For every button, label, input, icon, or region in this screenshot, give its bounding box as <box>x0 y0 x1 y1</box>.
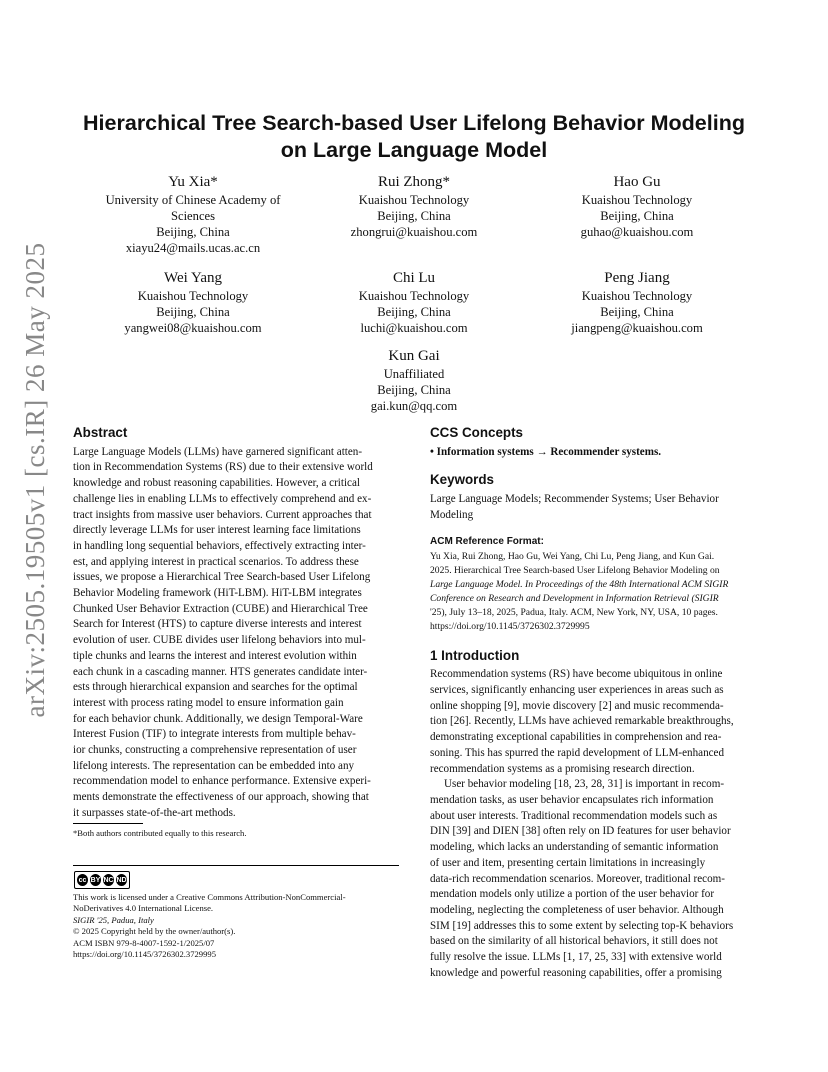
introduction-body <box>430 667 756 981</box>
footnote-rule <box>73 823 143 824</box>
text-line: Recommendation systems (RS) have become ubiquitous in online <box>430 668 723 681</box>
arxiv-identifier: arXiv:2505.19505v1 [cs.IR] 26 May 2025 <box>20 242 50 718</box>
text-line: of user and item, presenting certain limitations in increasingly <box>430 856 706 869</box>
keywords-line: Large Language Models; Recommender Systems; User Behavior <box>430 493 719 506</box>
keywords-heading: Keywords <box>430 472 494 488</box>
author-name: Hao Gu <box>613 174 661 190</box>
author-email[interactable]: yangwei08@kuaishou.com <box>124 321 262 335</box>
author-affiliation: Kuaishou Technology <box>358 193 470 207</box>
creative-commons-badge[interactable] <box>74 871 130 889</box>
copyright-line: © 2025 Copyright held by the owner/author(s). <box>73 926 236 937</box>
acm-reference-line: Yu Xia, Rui Zhong, Hao Gu, Wei Yang, Chi Lu, Peng Jiang, and Kun Gai. <box>430 551 715 563</box>
author-name: Chi Lu <box>392 270 436 286</box>
text-line: Interest Fusion (TIF) to integrate interests from multiple behav- <box>73 728 356 741</box>
license-text <box>73 892 399 960</box>
text-line: each chunk in a cascading manner. HTS generates candidate inter- <box>73 665 368 678</box>
author-affiliation: Kuaishou Technology <box>137 289 249 303</box>
author-block <box>78 268 308 336</box>
author-location: Beijing, China <box>156 305 230 319</box>
text-line: issues, we propose a Hierarchical Tree Search-based User Lifelong <box>73 571 371 584</box>
title-line-1: Hierarchical Tree Search-based User Lifelong Behavior Modeling <box>83 111 745 135</box>
paper-title <box>60 110 768 164</box>
abstract-heading: Abstract <box>73 425 128 440</box>
author-email[interactable]: gai.kun@qq.com <box>370 399 458 413</box>
author-name: Kun Gai <box>388 348 440 364</box>
author-name: Wei Yang <box>164 270 222 286</box>
text-line: directly leverage LLMs for user interest learning face limitations <box>73 524 361 537</box>
author-email[interactable]: xiayu24@mails.ucas.ac.cn <box>125 241 261 255</box>
nd-icon: ND <box>116 874 127 886</box>
text-line: recommendation systems as a promising research direction. <box>430 762 695 775</box>
acm-reference-line: 2025. Hierarchical Tree Search-based User Lifelong Behavior Modeling on <box>430 565 720 577</box>
text-line: ests through hierarchical expansion and searches for the optimal <box>73 681 358 694</box>
nc-icon: NC <box>103 874 114 886</box>
author-block <box>522 172 752 240</box>
text-line: SIM [19] addresses this to some extent by selecting top-K behaviors <box>430 919 734 932</box>
text-line: data-rich recommendation scenarios. Moreover, traditional recom- <box>430 872 725 885</box>
venue-line: SIGIR '25, Padua, Italy <box>73 914 154 925</box>
text-line: modeling, neglecting the completeness of user behavior. Although <box>430 903 724 916</box>
author-email[interactable]: jiangpeng@kuaishou.com <box>571 321 703 335</box>
author-location: Beijing, China <box>377 209 451 223</box>
right-column <box>430 425 756 981</box>
text-line: it surpasses state-of-the-art methods. <box>73 806 236 819</box>
author-name: Peng Jiang <box>604 270 670 286</box>
text-line: tion in Recommendation Systems (RS) due to their extensive world <box>73 461 373 474</box>
author-location: Beijing, China <box>377 383 451 397</box>
text-line: challenge lies in enabling LLMs to effectively comprehend and ex- <box>73 492 372 505</box>
footnote: *Both authors contributed equally to this research. <box>73 828 247 838</box>
author-affiliation: Kuaishou Technology <box>581 193 693 207</box>
cc-icon: cc <box>77 874 88 886</box>
by-icon: BY <box>90 874 101 886</box>
text-line: about user interests. Traditional recommendation models such as <box>430 809 718 822</box>
text-line: lifelong interests. The representation can be embedded into any <box>73 759 355 772</box>
text-line: Chunked User Behavior Extraction (CUBE) and Hierarchical Tree <box>73 602 368 615</box>
doi-link[interactable]: https://doi.org/10.1145/3726302.3729995 <box>73 949 216 960</box>
acm-reference-line: '25), July 13–18, 2025, Padua, Italy. ACM, New York, NY, USA, 10 pages. <box>430 606 718 618</box>
license-line: NoDerivatives 4.0 International License. <box>73 903 214 914</box>
text-line: knowledge and powerful reasoning capabilities, offer a promising <box>430 966 722 979</box>
text-line: est, and applying interest in practical scenarios. To address these <box>73 555 359 568</box>
ccs-concepts: • Information systems → Recommender systems. <box>430 445 662 458</box>
text-line: mendation models only utilize a portion of the user behavior for <box>430 888 715 901</box>
acm-reference-line: Conference on Research and Development in Information Retrieval (SIGIR <box>430 592 719 604</box>
text-line: ments demonstrate the effectiveness of our approach, showing that <box>73 791 369 804</box>
author-location: Beijing, China <box>377 305 451 319</box>
author-name: Yu Xia* <box>168 174 218 190</box>
text-line: demonstrating exceptional capabilities in comprehension and rea- <box>430 731 722 744</box>
text-line: for each behavior chunk. Additionally, we design Temporal-Ware <box>73 712 363 725</box>
text-line: DIN [39] and DIEN [38] often rely on ID features for user behavior <box>430 825 731 838</box>
author-email[interactable]: zhongrui@kuaishou.com <box>350 225 478 239</box>
isbn-line: ACM ISBN 979-8-4007-1592-1/2025/07 <box>73 937 215 948</box>
text-line: tract insights from massive user behaviors. Current approaches that <box>73 508 372 521</box>
text-line: User behavior modeling [18, 23, 28, 31] is important in recom- <box>444 778 725 791</box>
author-name: Rui Zhong* <box>377 174 451 190</box>
text-line: knowledge and robust reasoning capabilities. However, a critical <box>73 477 360 490</box>
author-location: Beijing, China <box>156 225 230 239</box>
keywords-line: Modeling <box>430 508 474 521</box>
author-block <box>299 268 529 336</box>
license-rule <box>73 865 399 866</box>
text-line: interest with process rating model to ensure information gain <box>73 696 344 709</box>
author-email[interactable]: guhao@kuaishou.com <box>580 225 694 239</box>
text-line: fully resolve the issue. LLMs [1, 17, 25, 33] with extensive world <box>430 951 722 964</box>
author-block <box>299 346 529 414</box>
text-line: evolution of user. CUBE divides user lifelong behaviors into mul- <box>73 634 366 647</box>
acm-reference-heading: ACM Reference Format: <box>430 535 544 547</box>
author-affiliation: Unaffiliated <box>383 367 445 381</box>
text-line: Behavior Modeling framework (HiT-LBM). HiT-LBM integrates <box>73 587 362 600</box>
acm-reference-doi[interactable]: https://doi.org/10.1145/3726302.3729995 <box>430 620 590 632</box>
author-location: Beijing, China <box>600 305 674 319</box>
text-line: ior chunks, constructing a comprehensive representation of user <box>73 744 357 757</box>
text-line: tion [26]. Recently, LLMs have achieved remarkable breakthroughs, <box>430 715 734 728</box>
license-line: This work is licensed under a Creative Commons Attribution-NonCommercial- <box>73 892 346 902</box>
introduction-heading: 1 Introduction <box>430 647 520 663</box>
author-block <box>299 172 529 240</box>
ccs-heading: CCS Concepts <box>430 425 524 440</box>
author-affiliation: Kuaishou Technology <box>358 289 470 303</box>
text-line: mendation tasks, as user behavior encapsulates rich information <box>430 793 714 806</box>
text-line: tiple chunks and learns the interest and interest evolution within <box>73 649 357 662</box>
title-line-2: on Large Language Model <box>280 138 548 162</box>
text-line: Large Language Models (LLMs) have garnered significant atten- <box>73 445 363 458</box>
author-affiliation: University of Chinese Academy of <box>105 193 281 207</box>
text-line: Search for Interest (HTS) to capture diverse interests and interest <box>73 618 362 631</box>
text-line: online shopping [9], movie discovery [2] and music recommenda- <box>430 699 724 712</box>
text-line: based on the similarity of all historical behaviors, it still does not <box>430 935 718 948</box>
text-line: services, significantly enhancing user experiences in areas such as <box>430 684 724 697</box>
acm-reference-text <box>430 550 756 633</box>
acm-reference-line: Large Language Model. In Proceedings of the 48th International ACM SIGIR <box>430 579 729 591</box>
text-line: modeling, which lacks an understanding of semantic information <box>430 841 719 854</box>
author-location: Beijing, China <box>600 209 674 223</box>
author-affiliation: Sciences <box>170 209 216 223</box>
keywords-text <box>430 492 756 523</box>
author-block <box>522 268 752 336</box>
author-block <box>78 172 308 256</box>
author-affiliation: Kuaishou Technology <box>581 289 693 303</box>
text-line: soning. This has spurred the rapid development of LLM-enhanced <box>430 746 725 759</box>
text-line: in handling long sequential behaviors, effectively extracting inter- <box>73 539 366 552</box>
text-line: recommendation model to enhance performance. Extensive experi- <box>73 775 371 788</box>
author-email[interactable]: luchi@kuaishou.com <box>360 321 468 335</box>
abstract-body <box>73 445 399 822</box>
abstract-section <box>73 425 399 822</box>
